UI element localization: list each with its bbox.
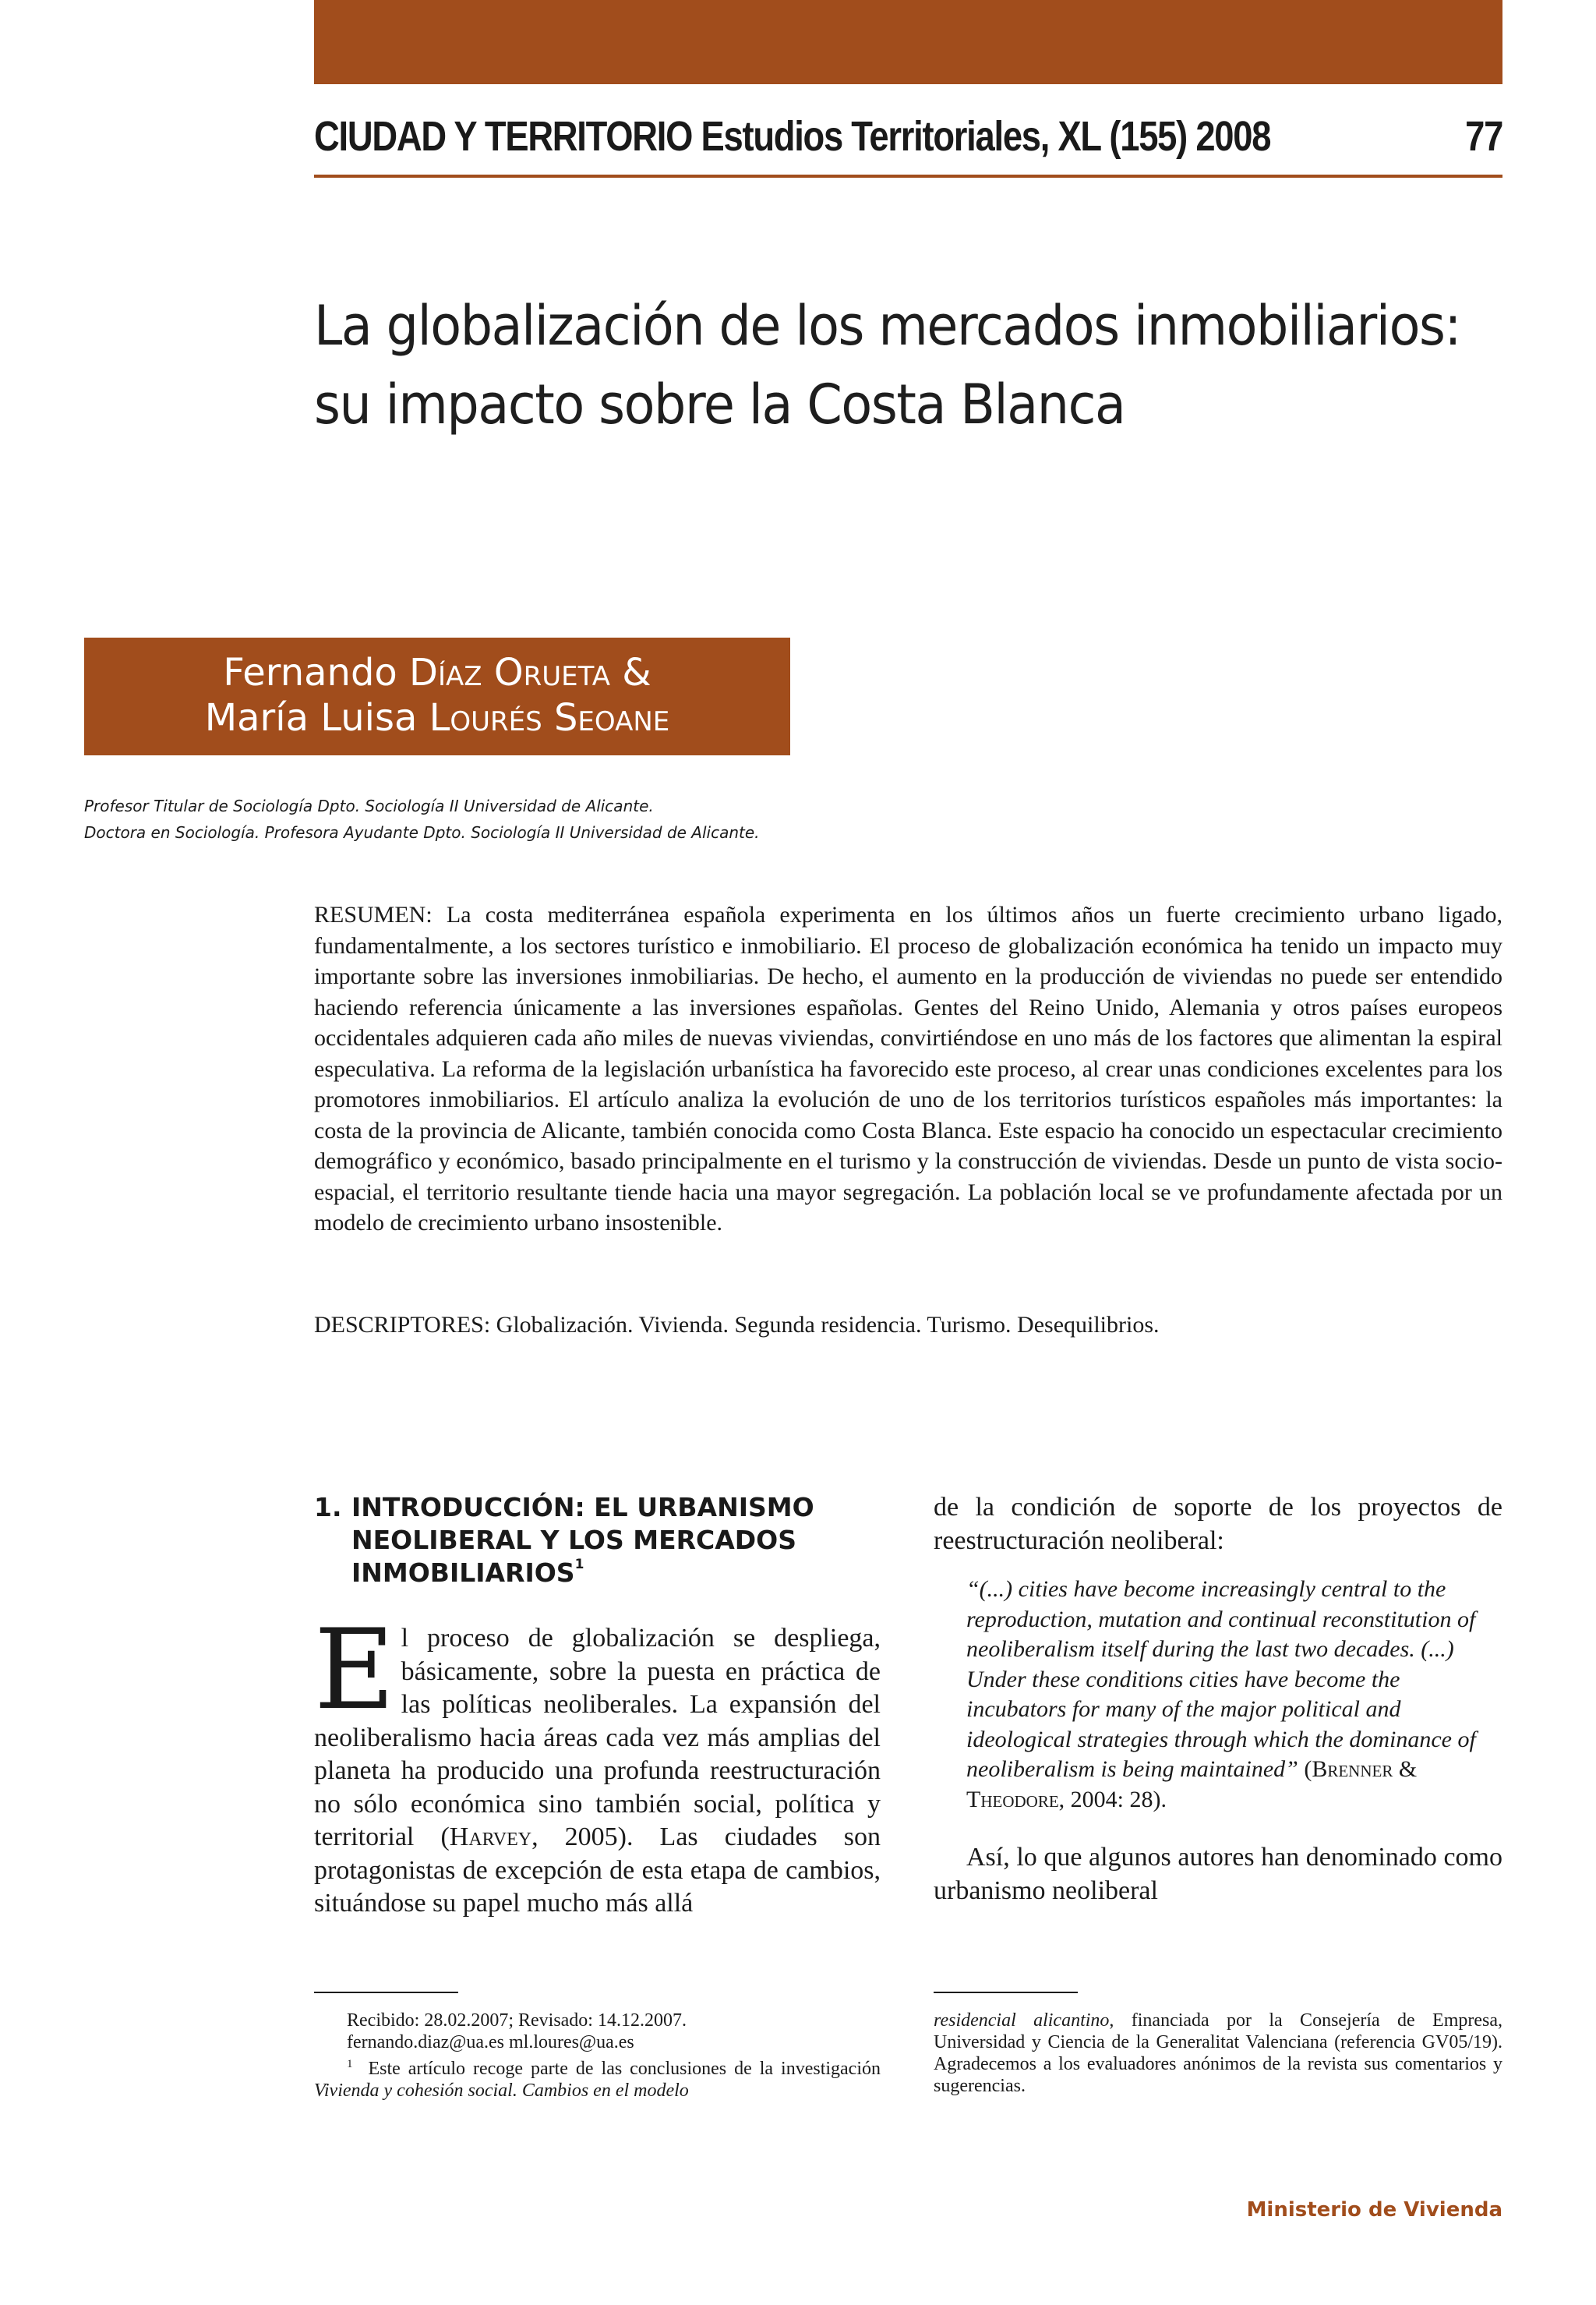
author-1: Fernando Díaz Orueta &	[223, 651, 651, 695]
section-title: INTRODUCCIÓN: EL URBANISMO NEOLIBERAL Y LOS MERCADOS INMOBILIARIOS	[351, 1492, 814, 1588]
article-title	[314, 287, 1499, 444]
section-number: 1.	[314, 1492, 342, 1522]
abstract-text: RESUMEN: La costa mediterránea española experimenta en los últimos años un fuerte crecimiento urbano ligado, fundamentalmente, a los sectores turístico e inmobiliario. El proceso de globalización económica ha tenido un impacto muy importante sobre las inversiones inmobiliarias. De hecho, el aumento en la producción de viviendas no puede ser entendido haciendo referencia únicamente a las inversiones españolas. Gentes del Reino Unido, Alemania y otros países europeos occidentales adquieren cada año miles de nuevas viviendas, convirtiéndose en uno más de los factores que alimentan la espiral especulativa. La reforma de la legislación urbanística ha favorecido este proceso, al crear unas condiciones excelentes para los promotores inmobiliarios. El artículo analiza la evolución de uno de los territorios turísticos españoles más importantes: la costa de la provincia de Alicante, también conocida como Costa Blanca. Este espacio ha conocido un espectacular crecimiento demográfico y económico, basado principalmente en el turismo y la construcción de viviendas. Desde un punto de vista socio-espacial, el territorio resultante tiende hacia una mayor segregación. La población local se ve profundamente afectada por un modelo de crecimiento urbano insostenible.	[314, 902, 1502, 1236]
section-heading	[314, 1491, 881, 1589]
affiliations	[84, 793, 941, 846]
journal-title: CIUDAD Y TERRITORIO Estudios Territoriales, XL (155) 2008	[314, 113, 1271, 160]
intro-paragraph: El proceso de globalización se despliega, básicamente, sobre la puesta en práctica de las políticas neoliberales. La expansión del neoliberalismo hacia áreas cada vez más amplias del planeta ha producido una profunda reestructuración no sólo económica sino también social, política y territorial (Harvey, 2005). Las ciudades son protagonistas de excepción de esta etapa de cambios, situándose su papel mucho más allá	[314, 1606, 881, 1918]
footnote-rule-right	[934, 1992, 1078, 1993]
paragraph-2: Así, lo que algunos autores han denominado como urbanismo neoliberal	[934, 1843, 1502, 1905]
affiliation-1: Profesor Titular de Sociología Dpto. Sociología II Universidad de Alicante.	[84, 797, 654, 815]
footnote-1-continued: residencial alicantino, financiada por la Consejería de Empresa, Universidad y Ciencia de la Generalitat Valenciana (referencia GV05/19). Agradecemos a los evaluadores anónimos de la revista sus comentarios y sugerencias.	[934, 2010, 1502, 2096]
author-2: María Luisa Lourés Seoane	[204, 696, 670, 740]
footnote-1: $^1$ Este artículo recoge parte de las conclusiones de la investigación Vivienda y cohesión social. Cambios en el modelo	[314, 2058, 881, 2101]
publisher-footer: Ministerio de Vivienda	[1246, 2198, 1502, 2222]
author-emails: fernando.diaz@ua.es ml.loures@ua.es	[347, 2032, 634, 2052]
footnote-marker: 1	[574, 1557, 584, 1572]
paragraph-continued: de la condición de soporte de los proyectos de reestructuración neoliberal:	[934, 1493, 1502, 1555]
page-number: 77	[1465, 113, 1502, 160]
footnote-rule-left	[314, 1992, 458, 1993]
title-line-1: La globalización de los mercados inmobiliarios:	[314, 294, 1461, 358]
quote-text: “(...) cities have become increasingly central to the reproduction, mutation and continual reconstitution of neoliberalism itself during the last two decades. (...) Under these conditions cities have become the incubators for many of the major political and ideological strategies through which the dominance of neoliberalism is being maintained”	[966, 1576, 1476, 1782]
footnotes-right	[934, 2010, 1502, 2097]
authors-box	[84, 638, 790, 755]
keywords: DESCRIPTORES: Globalización. Vivienda. Segunda residencia. Turismo. Desequilibrios.	[314, 1312, 1160, 1338]
author-2-surname: Lourés Seoane	[429, 696, 670, 740]
drop-cap: E	[314, 1606, 395, 1734]
received-dates: Recibido: 28.02.2007; Revisado: 14.12.2007.	[347, 2010, 687, 2031]
citation-harvey: Harvey	[449, 1822, 532, 1851]
title-line-2: su impacto sobre la Costa Blanca	[314, 373, 1125, 437]
block-quote: “(...) cities have become increasingly central to the reproduction, mutation and continual reconstitution of neoliberalism itself during the last two decades. (...) Under these conditions cities have become the incubators for many of the major political and ideological strategies through which the dominance of neoliberalism is being maintained” (Brenner & Theodore, 2004: 28).	[966, 1576, 1476, 1812]
author-1-surname: Díaz Orueta	[409, 651, 611, 695]
affiliation-2: Doctora en Sociología. Profesora Ayudante Dpto. Sociología II Universidad de Alicante.	[84, 823, 760, 842]
quote-citation: Brenner & Theodore	[966, 1756, 1418, 1812]
abstract	[314, 900, 1502, 1239]
footnotes-left	[314, 2010, 881, 2102]
left-column	[314, 1491, 881, 1921]
top-color-bar	[314, 0, 1502, 84]
journal-header	[314, 112, 1502, 178]
right-column	[934, 1491, 1502, 1907]
